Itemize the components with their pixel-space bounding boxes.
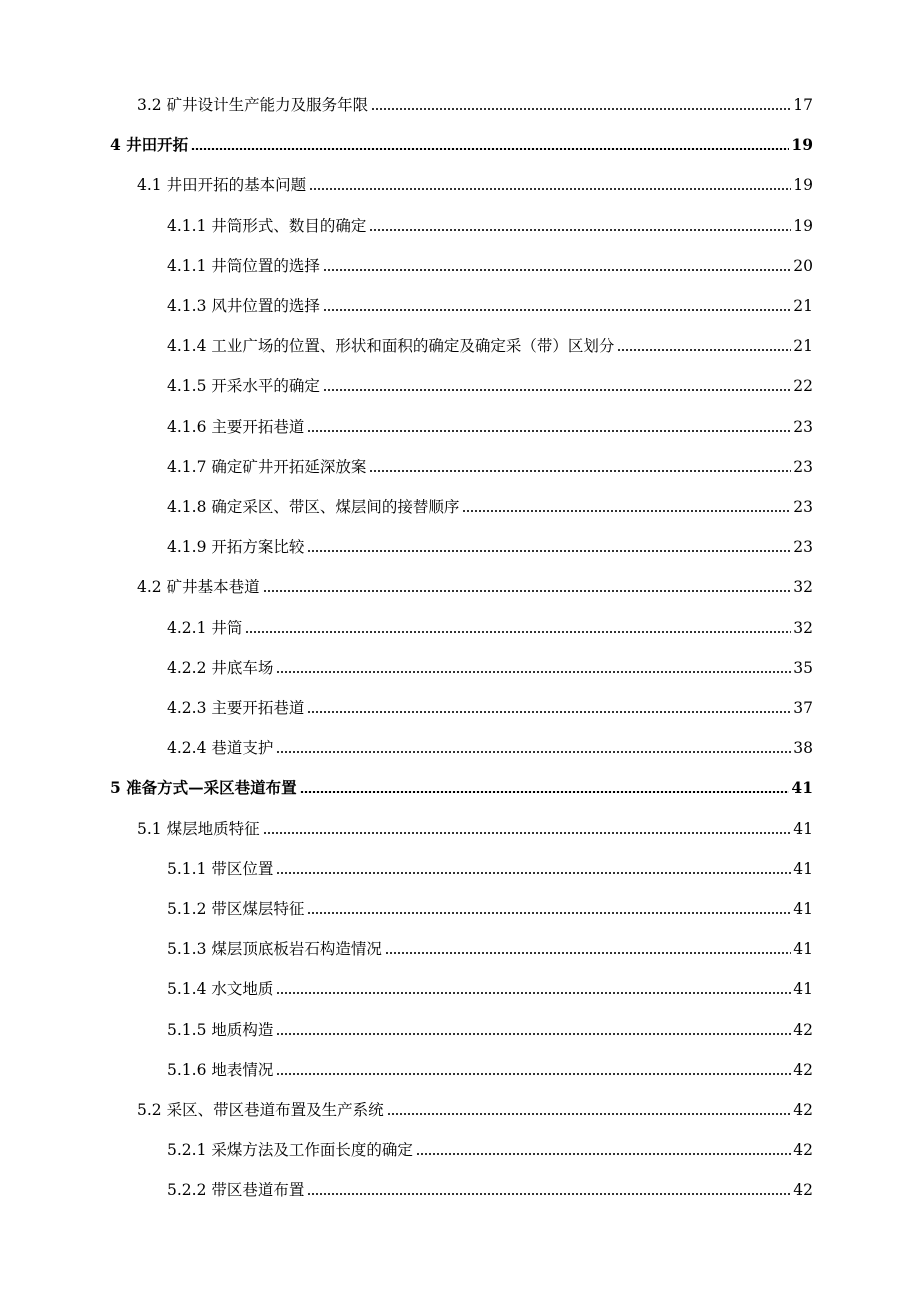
toc-entry-page-number: 38 [793,739,813,757]
toc-dot-leader [263,590,792,592]
toc-entry-title: 5.1.2 带区煤层特征 [167,900,305,918]
toc-entry[interactable] [167,372,813,396]
toc-dot-leader [385,952,791,954]
toc-entry-title: 4.2.2 井底车场 [167,659,274,677]
toc-dot-leader [387,1113,792,1115]
toc-dot-leader [309,188,791,190]
toc-entry-page-number: 32 [793,619,813,637]
toc-entry[interactable] [137,1096,813,1120]
toc-dot-leader [263,832,792,834]
toc-dot-leader [307,711,791,713]
toc-entry-title: 4.1.5 开采水平的确定 [167,377,320,395]
toc-dot-leader [300,791,790,793]
toc-dot-leader [307,430,791,432]
toc-dot-leader [276,992,791,994]
toc-entry[interactable] [110,131,813,155]
toc-entry-title: 4.1.1 井筒形式、数目的确定 [167,217,367,235]
toc-dot-leader [323,309,791,311]
toc-entry-title: 4.2.4 巷道支护 [167,739,274,757]
toc-entry[interactable] [167,654,813,678]
toc-entry-title: 5.1.1 带区位置 [167,860,274,878]
toc-entry-page-number: 41 [793,900,813,918]
toc-entry-title: 4.1 井田开拓的基本问题 [137,176,307,194]
toc-entry[interactable] [137,815,813,839]
toc-entry-title: 4.1.3 风井位置的选择 [167,297,320,315]
toc-entry-page-number: 41 [793,940,813,958]
toc-dot-leader [462,510,791,512]
toc-entry-page-number: 35 [793,659,813,677]
toc-entry-page-number: 17 [793,96,813,114]
toc-dot-leader [191,148,789,150]
toc-dot-leader [371,108,791,110]
toc-entry[interactable] [167,855,813,879]
toc-entry-title: 4.2.3 主要开拓巷道 [167,699,305,717]
toc-entry-title: 5.1.4 水文地质 [167,980,274,998]
toc-entry[interactable] [167,332,813,356]
toc-entry[interactable] [137,91,813,115]
toc-entry-page-number: 22 [793,377,813,395]
toc-entry-page-number: 41 [793,860,813,878]
toc-entry-page-number: 23 [793,538,813,556]
toc-entry-page-number: 23 [793,458,813,476]
toc-entry-page-number: 32 [793,578,813,596]
toc-entry[interactable] [167,1176,813,1200]
toc-entry[interactable] [167,252,813,276]
toc-entry[interactable] [167,935,813,959]
toc-entry-title: 4.1.6 主要开拓巷道 [167,418,305,436]
toc-dot-leader [276,1033,791,1035]
toc-entry-title: 5.2.1 采煤方法及工作面长度的确定 [167,1141,413,1159]
toc-entry-title: 5.2.2 带区巷道布置 [167,1181,305,1199]
toc-entry-page-number: 19 [791,135,813,154]
toc-dot-leader [276,872,791,874]
toc-entry-page-number: 23 [793,418,813,436]
toc-entry[interactable] [167,533,813,557]
toc-entry-title: 5.1.6 地表情况 [167,1061,274,1079]
toc-entry[interactable] [167,1136,813,1160]
toc-dot-leader [323,269,791,271]
toc-entry-title: 5 准备方式—采区巷道布置 [110,778,297,797]
toc-entry[interactable] [167,212,813,236]
toc-entry-title: 4.1.7 确定矿井开拓延深放案 [167,458,367,476]
toc-entry-page-number: 20 [793,257,813,275]
toc-entry-page-number: 42 [793,1101,813,1119]
toc-entry[interactable] [167,734,813,758]
toc-entry[interactable] [167,895,813,919]
toc-dot-leader [323,389,791,391]
toc-entry-title: 5.2 采区、带区巷道布置及生产系统 [137,1101,384,1119]
toc-entry-page-number: 41 [791,778,813,797]
toc-dot-leader [245,631,791,633]
toc-entry-page-number: 41 [793,980,813,998]
toc-dot-leader [307,912,791,914]
toc-entry[interactable] [137,171,813,195]
toc-entry[interactable] [167,975,813,999]
toc-entry[interactable] [167,292,813,316]
toc-entry-title: 4.1.8 确定采区、带区、煤层间的接替顺序 [167,498,460,516]
toc-entry[interactable] [167,493,813,517]
toc-entry[interactable] [167,694,813,718]
toc-entry-page-number: 19 [793,217,813,235]
toc-entry[interactable] [167,413,813,437]
toc-dot-leader [307,550,791,552]
toc-dot-leader [276,751,791,753]
toc-dot-leader [416,1153,791,1155]
toc-entry-title: 4.1.4 工业广场的位置、形状和面积的确定及确定采（带）区划分 [167,337,615,355]
toc-dot-leader [369,229,791,231]
toc-entry[interactable] [167,453,813,477]
toc-entry-title: 4.2.1 井筒 [167,619,243,637]
toc-entry-page-number: 41 [793,820,813,838]
toc-entry-page-number: 19 [793,176,813,194]
toc-dot-leader [307,1193,791,1195]
toc-entry-title: 5.1 煤层地质特征 [137,820,260,838]
toc-entry-page-number: 42 [793,1141,813,1159]
toc-entry[interactable] [167,614,813,638]
toc-entry-title: 4.2 矿井基本巷道 [137,578,260,596]
toc-dot-leader [617,349,791,351]
toc-entry-title: 5.1.3 煤层顶底板岩石构造情况 [167,940,382,958]
toc-entry-title: 3.2 矿井设计生产能力及服务年限 [137,96,369,114]
toc-dot-leader [276,1073,791,1075]
toc-entry-page-number: 37 [793,699,813,717]
toc-entry-page-number: 21 [793,337,813,355]
toc-entry-page-number: 42 [793,1021,813,1039]
toc-dot-leader [369,470,791,472]
toc-dot-leader [276,671,791,673]
toc-entry[interactable] [137,573,813,597]
toc-entry-page-number: 21 [793,297,813,315]
toc-entry-page-number: 23 [793,498,813,516]
toc-entry-title: 4.1.1 井筒位置的选择 [167,257,320,275]
toc-entry-title: 5.1.5 地质构造 [167,1021,274,1039]
toc-entry-title: 4 井田开拓 [110,135,189,154]
toc-entry-title: 4.1.9 开拓方案比较 [167,538,305,556]
toc-entry[interactable] [167,1056,813,1080]
toc-entry-page-number: 42 [793,1061,813,1079]
toc-entry[interactable] [110,774,813,798]
toc-entry[interactable] [167,1016,813,1040]
toc-entry-page-number: 42 [793,1181,813,1199]
